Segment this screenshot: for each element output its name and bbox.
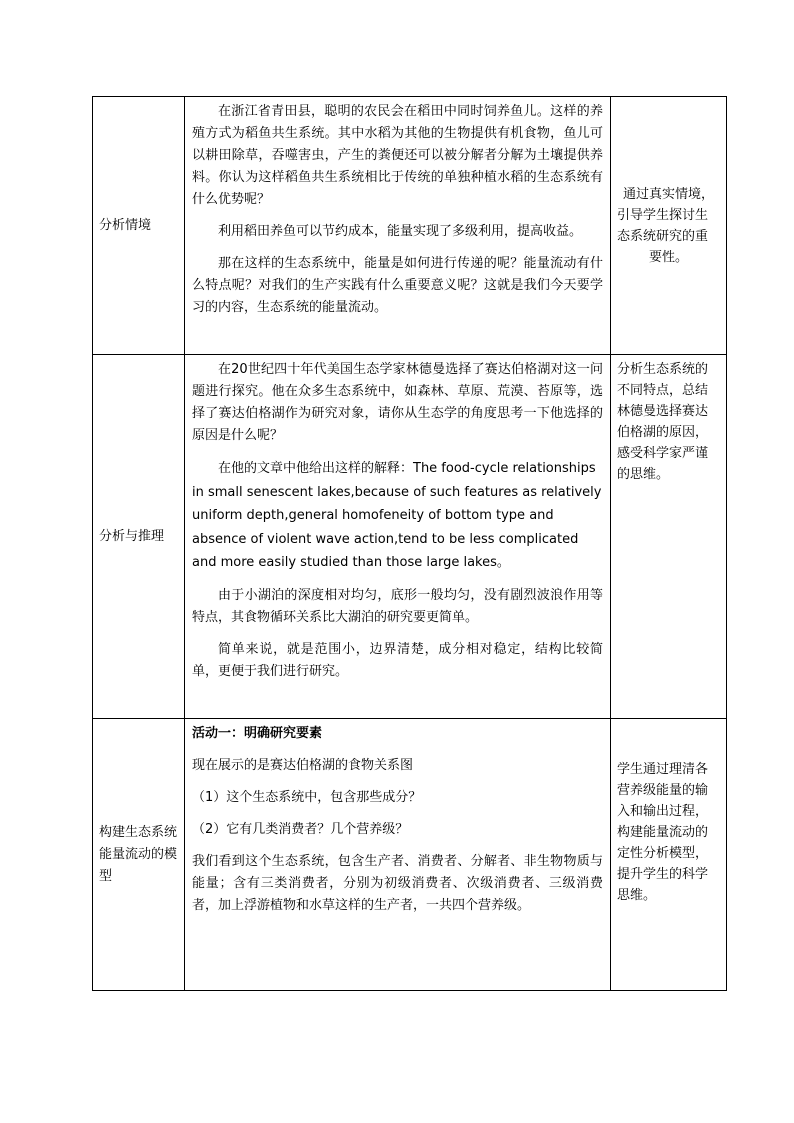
- paragraph: 在他的文章中他给出这样的解释：The food-cycle relationships in small senescent lakes,because of such features as relatively uniform depth,general homofeneity of bottom type and absence of violent wave action,tend to be less complicated and more easily studied than those large lakes。: [192, 461, 602, 570]
- paragraph: 由于小湖泊的深度相对均匀，底形一般均匀，没有剧烈波浪作用等特点，其食物循环关系比大湖泊的研究要更简单。: [192, 587, 603, 625]
- table-row: [93, 97, 727, 355]
- design-intent: 分析生态系统的不同特点，总结林德曼选择赛达伯格湖的原因，感受科学家严谨的思维。: [611, 355, 727, 719]
- paragraph: 我们看到这个生态系统，包含生产者、消费者、分解者、非生物物质与能量；含有三类消费者，分别为初级消费者、次级消费者、三级消费者，加上浮游植物和水草这样的生产者，一共四个营养级。: [192, 854, 603, 913]
- paragraph: 在20世纪四十年代美国生态学家林德曼选择了赛达伯格湖对这一问题进行探究。他在众多生态系统中，如森林、草原、荒漠、苔原等，选择了赛达伯格湖作为研究对象，请你从生态学的角度思考一下他选择的原因是什么呢？: [192, 362, 603, 443]
- design-intent-text-tail: 要性。: [648, 249, 688, 265]
- design-intent: 学生通过理清各营养级能量的输入和输出过程，构建能量流动的定性分析模型，提升学生的科学思维。: [611, 719, 727, 991]
- design-intent-text: 通过真实情境，引导学生探讨生态系统研究的重: [617, 186, 715, 244]
- table-row: [93, 719, 727, 991]
- section-content: [185, 719, 611, 991]
- paragraph: 简单来说，就是范围小，边界清楚，成分相对稳定，结构比较简单，更便于我们进行研究。: [192, 641, 603, 679]
- paragraph: 在浙江省青田县，聪明的农民会在稻田中同时饲养鱼儿。这样的养殖方式为稻鱼共生系统。其中水稻为其他的生物提供有机食物，鱼儿可以耕田除草，吞噬害虫，产生的粪便还可以被分解者分解为土壤提供养料。你认为这样稻鱼共生系统相比于传统的单独种植水稻的生态系统有什么优势呢？: [192, 104, 603, 207]
- table-row: [93, 355, 727, 719]
- activity-heading: 活动一：明确研究要素: [192, 726, 323, 741]
- section-content: [185, 355, 611, 719]
- question: （1）这个生态系统中，包含那些成分？: [192, 790, 422, 805]
- question: （2）它有几类消费者？几个营养级？: [192, 822, 409, 837]
- design-intent: [611, 97, 727, 355]
- paragraph: 利用稻田养鱼可以节约成本，能量实现了多级利用，提高收益。: [218, 224, 583, 239]
- section-content: [185, 97, 611, 355]
- section-label: 构建生态系统能量流动的模型: [93, 719, 185, 991]
- section-label: 分析情境: [93, 97, 185, 355]
- paragraph: 现在展示的是赛达伯格湖的食物关系图: [192, 758, 414, 773]
- section-label: 分析与推理: [93, 355, 185, 719]
- lesson-plan-table: [92, 96, 727, 991]
- paragraph: 那在这样的生态系统中，能量是如何进行传递的呢？能量流动有什么特点呢？对我们的生产实践有什么重要意义呢？这就是我们今天要学习的内容，生态系统的能量流动。: [192, 256, 603, 315]
